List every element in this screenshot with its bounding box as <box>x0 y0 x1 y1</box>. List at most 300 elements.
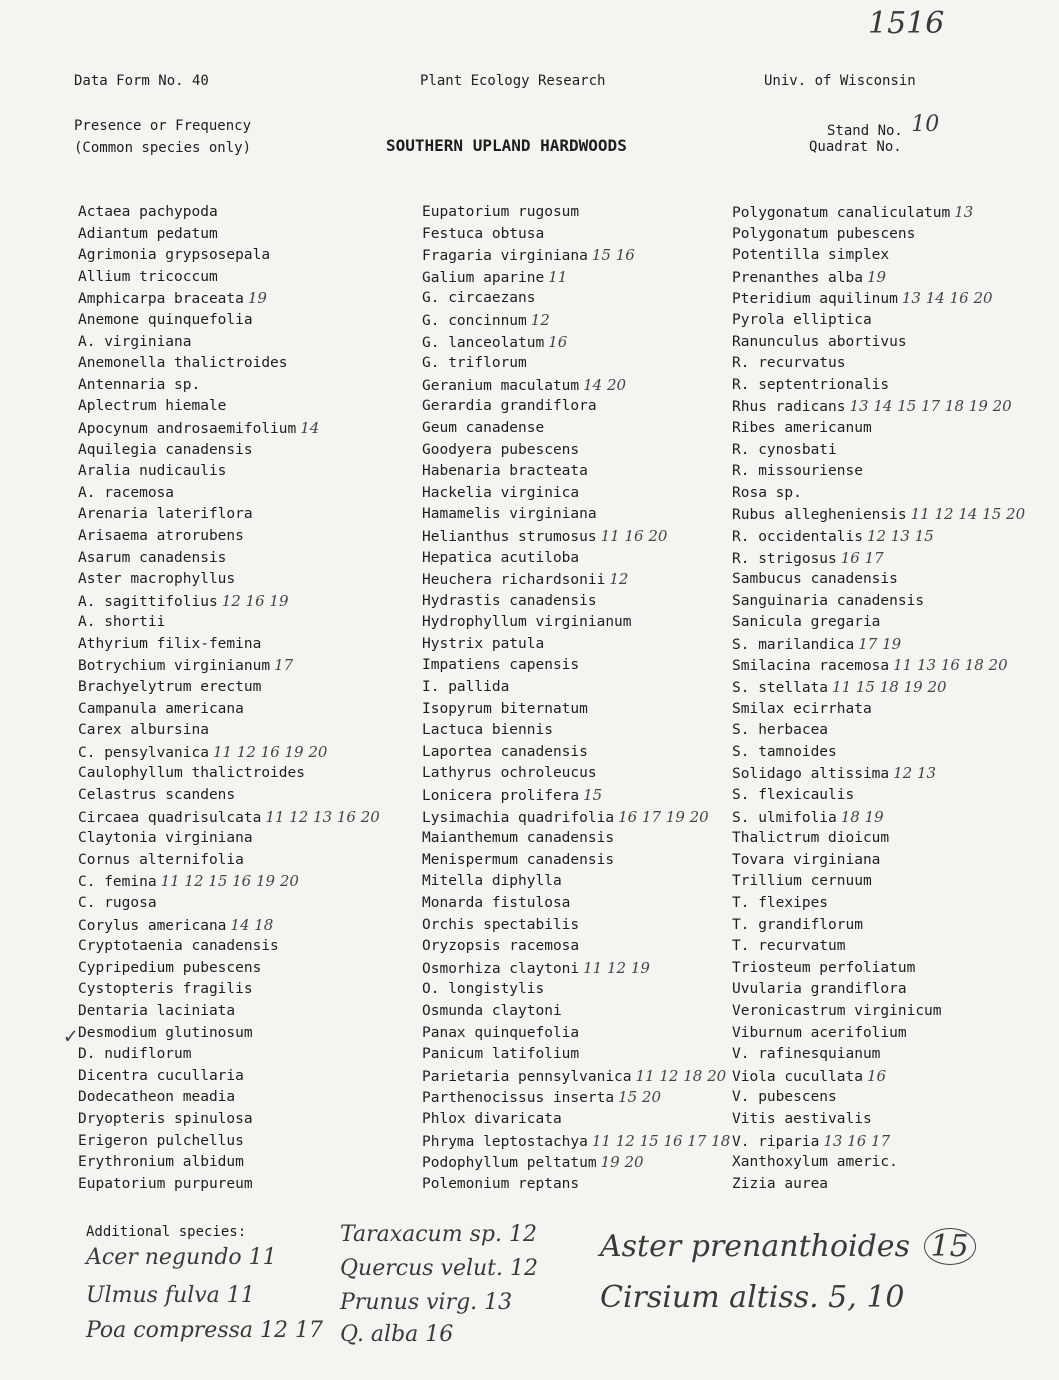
species-row <box>422 310 730 332</box>
species-name: Hepatica acutiloba <box>422 549 580 566</box>
species-row <box>78 569 380 591</box>
species-name: Circaea quadrisulcata <box>78 809 262 826</box>
species-row <box>732 807 1025 829</box>
species-row <box>78 979 380 1001</box>
species-name: Aplectrum hiemale <box>78 398 227 415</box>
species-name: Pteridium aquilinum <box>732 291 898 308</box>
species-row <box>78 915 380 937</box>
additional-left-1: Acer negundo 11 <box>86 1245 277 1270</box>
species-name: Ribes americanum <box>732 419 872 436</box>
species-row <box>732 267 1025 289</box>
species-name: A. virginiana <box>78 333 192 350</box>
species-name: Lactuca biennis <box>422 722 553 739</box>
species-row <box>732 396 1025 418</box>
species-row <box>732 936 1025 958</box>
species-name: Corylus americana <box>78 917 227 934</box>
species-name: Osmorhiza claytoni <box>422 960 580 977</box>
quadrat-numbers: 13 <box>954 203 974 221</box>
species-name: Athyrium filix-femina <box>78 635 262 652</box>
stand-field <box>827 112 940 141</box>
presence-line-1: Presence or Frequency <box>74 118 252 134</box>
quadrat-numbers: 15 16 <box>591 246 635 265</box>
species-name: Potentilla simplex <box>732 247 890 264</box>
page-title: SOUTHERN UPLAND HARDWOODS <box>386 136 627 155</box>
species-name: G. concinnum <box>422 312 527 329</box>
additional-right-2: Cirsium altiss. 5, 10 <box>600 1280 905 1315</box>
quadrat-numbers: 11 12 15 16 19 20 <box>160 872 299 891</box>
species-row <box>78 440 380 462</box>
species-name: Claytonia virginiana <box>78 830 253 847</box>
species-name: Polemonium reptans <box>422 1175 580 1192</box>
species-name: Adiantum pedatum <box>78 225 218 242</box>
species-row <box>422 224 730 246</box>
quadrat-numbers: 12 <box>609 570 629 589</box>
species-name: V. rafinesquianum <box>732 1046 881 1063</box>
species-name: Brachyelytrum erectum <box>78 679 262 696</box>
species-row <box>78 396 380 418</box>
stand-value: 10 <box>911 112 940 137</box>
species-row <box>422 1023 730 1045</box>
species-name: Xanthoxylum americ. <box>732 1154 898 1171</box>
species-name: S. stellata <box>732 680 829 697</box>
quadrat-numbers: 11 12 14 15 20 <box>910 505 1026 524</box>
quadrat-numbers: 16 17 19 20 <box>618 807 709 826</box>
species-name: Rhus radicans <box>732 399 846 416</box>
species-row <box>422 396 730 418</box>
species-row <box>732 720 1025 742</box>
species-row <box>732 569 1025 591</box>
species-row <box>732 526 1025 548</box>
species-name: Hamamelis virginiana <box>422 506 597 523</box>
species-name: Veronicastrum virginicum <box>732 1002 942 1019</box>
additional-middle-4: Q. alba 16 <box>340 1322 454 1347</box>
species-row <box>78 828 380 850</box>
species-row <box>422 245 730 267</box>
additional-left-3: Poa compressa 12 17 <box>86 1318 323 1343</box>
species-row <box>78 871 380 893</box>
species-row <box>422 785 730 807</box>
species-name: Zizia aurea <box>732 1175 829 1192</box>
species-row <box>422 548 730 570</box>
species-row <box>422 1044 730 1066</box>
species-row <box>732 612 1025 634</box>
quadrat-numbers: 12 <box>530 310 550 329</box>
species-name: Rosa sp. <box>732 484 802 501</box>
species-name: A. shortii <box>78 614 166 631</box>
species-row <box>78 1109 380 1131</box>
species-row <box>732 245 1025 267</box>
species-name: Monarda fistulosa <box>422 895 571 911</box>
quadrat-numbers: 19 <box>866 267 887 286</box>
species-name: A. racemosa <box>78 484 175 501</box>
species-row <box>422 569 730 591</box>
species-row <box>422 267 730 289</box>
quadrat-numbers: 11 15 18 19 20 <box>832 678 947 697</box>
species-row <box>422 893 730 915</box>
species-row <box>422 375 730 397</box>
species-name: C. rugosa <box>78 895 157 911</box>
species-name: Rubus allegheniensis <box>732 507 907 524</box>
species-row <box>78 1087 380 1109</box>
species-row <box>732 893 1025 915</box>
species-name: Laportea canadensis <box>422 743 588 760</box>
species-name: Smilacina racemosa <box>732 658 890 675</box>
quadrat-numbers: 13 14 16 20 <box>901 289 993 308</box>
species-name: Solidago altissima <box>732 766 890 783</box>
species-name: Botrychium virginianum <box>78 658 271 675</box>
species-column-left <box>78 202 380 1195</box>
species-name: Apocynum androsaemifolium <box>78 420 297 437</box>
additional-species-label: Additional species: <box>86 1224 247 1240</box>
quadrat-numbers: 16 <box>548 332 568 351</box>
species-name: Geranium maculatum <box>422 377 580 394</box>
species-row <box>732 353 1025 375</box>
species-row <box>732 1109 1025 1131</box>
species-name: Allium tricoccum <box>78 268 218 285</box>
species-name: V. pubescens <box>732 1089 837 1106</box>
species-row <box>78 720 380 742</box>
species-row <box>422 1152 730 1174</box>
quadrat-numbers: 15 20 <box>618 1088 662 1107</box>
species-name: Sambucus canadensis <box>732 571 898 588</box>
species-name: Ranunculus abortivus <box>732 333 907 350</box>
species-name: S. marilandica <box>732 636 855 653</box>
species-name: Podophyllum peltatum <box>422 1155 597 1172</box>
species-row <box>422 418 730 440</box>
species-row <box>422 1001 730 1023</box>
species-row <box>78 1131 380 1153</box>
species-name: Tovara virginiana <box>732 851 881 868</box>
species-row <box>78 1023 380 1045</box>
species-row <box>78 785 380 807</box>
species-name: Helianthus strumosus <box>422 528 597 545</box>
species-row <box>78 202 380 224</box>
species-row <box>422 828 730 850</box>
species-row <box>422 483 730 505</box>
quadrat-numbers: 19 20 <box>600 1153 644 1172</box>
quadrat-numbers: 11 12 16 19 20 <box>212 742 328 761</box>
species-row <box>732 785 1025 807</box>
species-row <box>422 440 730 462</box>
species-row <box>422 332 730 354</box>
species-name: Arenaria lateriflora <box>78 506 253 523</box>
species-name: Isopyrum biternatum <box>422 700 588 717</box>
species-name: Eupatorium rugosum <box>422 204 580 220</box>
species-name: Arisaema atrorubens <box>78 527 244 544</box>
species-name: T. recurvatum <box>732 938 846 955</box>
species-name: Prenanthes alba <box>732 269 863 286</box>
species-row <box>732 1066 1025 1088</box>
species-name: V. riparia <box>732 1133 820 1150</box>
additional-middle-3: Prunus virg. 13 <box>340 1290 513 1315</box>
species-name: Menispermum canadensis <box>422 851 615 868</box>
species-name: Panicum latifolium <box>422 1046 580 1063</box>
quadrat-numbers: 14 <box>300 418 320 437</box>
species-name: Erythronium albidum <box>78 1154 244 1171</box>
species-row <box>732 699 1025 721</box>
species-name: Phlox divaricata <box>422 1110 562 1127</box>
species-row <box>732 915 1025 937</box>
species-name: G. triflorum <box>422 355 527 372</box>
species-row <box>78 850 380 872</box>
quadrat-numbers: 11 <box>548 267 568 286</box>
species-name: Parthenocissus inserta <box>422 1090 615 1107</box>
species-row <box>78 267 380 289</box>
species-row <box>78 1066 380 1088</box>
species-row <box>422 202 730 224</box>
species-row <box>78 655 380 677</box>
species-row <box>732 310 1025 332</box>
species-name: T. flexipes <box>732 895 829 911</box>
species-name: O. longistylis <box>422 981 545 998</box>
species-name: Phryma leptostachya <box>422 1133 588 1150</box>
species-row <box>732 1087 1025 1109</box>
species-name: Vitis aestivalis <box>732 1110 872 1127</box>
species-name: Viola cucullata <box>732 1068 863 1085</box>
species-row <box>78 1044 380 1066</box>
species-row <box>78 461 380 483</box>
species-row <box>78 483 380 505</box>
species-row <box>732 979 1025 1001</box>
species-row <box>78 634 380 656</box>
species-name: Anemone quinquefolia <box>78 311 253 328</box>
species-row <box>732 871 1025 893</box>
species-row <box>732 677 1025 699</box>
species-name: C. pensylvanica <box>78 744 209 761</box>
species-row <box>422 807 730 829</box>
circled-number: 15 <box>924 1228 976 1265</box>
species-name: Cornus alternifolia <box>78 851 244 868</box>
quadrat-numbers: 12 13 <box>893 764 937 783</box>
research-title: Plant Ecology Research <box>420 73 606 89</box>
species-row <box>78 677 380 699</box>
species-row <box>732 958 1025 980</box>
species-name: Hydrophyllum virginianum <box>422 614 632 631</box>
species-row <box>732 224 1025 246</box>
species-name: R. recurvatus <box>732 355 846 372</box>
species-name: Amphicarpa braceata <box>78 291 244 308</box>
species-row <box>422 288 730 310</box>
species-row <box>732 1044 1025 1066</box>
species-name: Caulophyllum thalictroides <box>78 765 305 782</box>
species-name: Impatiens capensis <box>422 657 580 674</box>
species-name: Antennaria sp. <box>78 376 201 393</box>
species-name: Hystrix patula <box>422 635 545 652</box>
quadrat-numbers: 15 <box>583 786 603 805</box>
species-name: Festuca obtusa <box>422 225 545 242</box>
species-name: Sanguinaria canadensis <box>732 592 925 609</box>
species-row <box>732 1174 1025 1196</box>
species-name: Thalictrum dioicum <box>732 830 890 847</box>
species-row <box>422 677 730 699</box>
species-name: Habenaria bracteata <box>422 463 588 480</box>
species-row <box>732 483 1025 505</box>
species-name: Dodecatheon meadia <box>78 1089 236 1106</box>
species-name: Smilax ecirrhata <box>732 700 872 717</box>
species-row <box>422 699 730 721</box>
species-name: Cystopteris fragilis <box>78 981 253 998</box>
species-name: I. pallida <box>422 679 510 696</box>
species-name: Carex albursina <box>78 722 209 739</box>
species-row <box>732 850 1025 872</box>
quadrat-numbers: 11 12 19 <box>583 958 650 977</box>
quadrat-numbers: 11 12 13 16 20 <box>265 807 380 826</box>
species-name: Fragaria virginiana <box>422 248 588 265</box>
species-name: R. cynosbati <box>732 441 837 458</box>
species-row <box>732 202 1025 224</box>
species-name: Cryptotaenia canadensis <box>78 938 279 955</box>
species-name: Hydrastis canadensis <box>422 592 597 609</box>
additional-middle-2: Quercus velut. 12 <box>340 1256 538 1281</box>
species-name: Goodyera pubescens <box>422 441 580 458</box>
species-name: Heuchera richardsonii <box>422 572 606 589</box>
species-row <box>422 1174 730 1196</box>
species-row <box>422 763 730 785</box>
species-row <box>732 440 1025 462</box>
species-name: Agrimonia grypsosepala <box>78 247 271 264</box>
species-name: Desmodium glutinosum <box>78 1024 253 1041</box>
quadrat-numbers: 11 16 20 <box>600 526 668 545</box>
species-row <box>78 504 380 526</box>
species-name: Mitella diphylla <box>422 873 562 890</box>
species-row <box>422 1109 730 1131</box>
species-name: Aster macrophyllus <box>78 571 236 588</box>
species-row <box>78 1174 380 1196</box>
species-name: Triosteum perfoliatum <box>732 959 916 976</box>
species-row <box>422 526 730 548</box>
species-row <box>732 1152 1025 1174</box>
species-row <box>422 591 730 613</box>
species-row <box>78 224 380 246</box>
species-row <box>78 288 380 310</box>
species-row <box>422 936 730 958</box>
species-row <box>732 828 1025 850</box>
university: Univ. of Wisconsin <box>764 73 916 89</box>
species-row <box>732 332 1025 354</box>
species-name: Lathyrus ochroleucus <box>422 765 597 782</box>
species-name: G. circaezans <box>422 290 536 307</box>
species-name: Campanula americana <box>78 700 244 717</box>
species-name: Dentaria laciniata <box>78 1002 236 1019</box>
quadrat-numbers: 13 14 15 17 18 19 20 <box>849 397 1012 416</box>
quadrat-numbers: 11 13 16 18 20 <box>893 656 1008 675</box>
species-row <box>78 936 380 958</box>
species-name: Polygonatum canaliculatum <box>732 205 951 221</box>
species-name: A. sagittifolius <box>78 593 218 610</box>
species-row <box>732 461 1025 483</box>
quadrat-numbers: 16 17 <box>840 548 884 567</box>
species-row <box>78 1001 380 1023</box>
quadrat-numbers: 12 16 19 <box>221 591 289 610</box>
species-row <box>422 1087 730 1109</box>
species-name: Sanicula gregaria <box>732 614 881 631</box>
species-row <box>422 353 730 375</box>
additional-right-1-text: Aster prenanthoides <box>600 1229 910 1264</box>
species-row <box>732 504 1025 526</box>
species-name: S. tamnoides <box>732 743 837 760</box>
quadrat-numbers: 16 <box>866 1066 887 1085</box>
species-row <box>732 288 1025 310</box>
species-name: G. lanceolatum <box>422 334 545 351</box>
species-row <box>422 1066 730 1088</box>
species-row <box>422 612 730 634</box>
species-row <box>422 720 730 742</box>
species-name: Viburnum acerifolium <box>732 1024 907 1041</box>
quadrat-numbers: 18 19 <box>840 807 884 826</box>
species-name: Lysimachia quadrifolia <box>422 809 615 826</box>
quadrat-numbers: 13 16 17 <box>823 1131 891 1150</box>
species-name: Panax quinquefolia <box>422 1024 580 1041</box>
species-name: S. ulmifolia <box>732 809 837 826</box>
species-row <box>732 763 1025 785</box>
species-name: Dryopteris spinulosa <box>78 1110 253 1127</box>
species-name: Actaea pachypoda <box>78 204 218 220</box>
species-name: Hackelia virginica <box>422 484 580 501</box>
species-name: Orchis spectabilis <box>422 916 580 933</box>
species-name: R. septentrionalis <box>732 376 890 393</box>
species-name: Aralia nudicaulis <box>78 463 227 480</box>
species-row <box>732 1001 1025 1023</box>
species-row <box>422 979 730 1001</box>
quadrat-numbers: 11 12 15 16 17 18 <box>591 1131 731 1150</box>
species-row <box>78 310 380 332</box>
species-name: Geum canadense <box>422 419 545 436</box>
quadrat-numbers: 14 18 <box>230 915 274 934</box>
species-row <box>422 915 730 937</box>
check-mark: ✓ <box>64 1024 78 1049</box>
species-row <box>78 807 380 829</box>
stand-label: Stand No. <box>827 123 903 139</box>
species-row <box>78 526 380 548</box>
species-name: Pyrola elliptica <box>732 311 872 328</box>
species-name: Uvularia grandiflora <box>732 981 907 998</box>
species-name: Eupatorium purpureum <box>78 1175 253 1192</box>
species-name: S. flexicaulis <box>732 787 855 804</box>
species-row <box>78 893 380 915</box>
species-row <box>78 332 380 354</box>
species-name: Lonicera prolifera <box>422 788 580 805</box>
species-name: S. herbacea <box>732 722 829 739</box>
species-name: Gerardia grandiflora <box>422 398 597 415</box>
page-number: 1516 <box>868 6 945 41</box>
species-name: D. nudiflorum <box>78 1046 192 1063</box>
presence-line-2: (Common species only) <box>74 140 252 156</box>
species-row <box>732 375 1025 397</box>
species-name: Osmunda claytoni <box>422 1002 562 1019</box>
species-name: R. occidentalis <box>732 528 863 545</box>
species-row <box>732 1131 1025 1153</box>
species-row <box>422 871 730 893</box>
species-name: T. grandiflorum <box>732 916 863 933</box>
additional-right-1 <box>600 1228 976 1265</box>
species-name: R. strigosus <box>732 550 837 567</box>
species-row <box>422 504 730 526</box>
species-row <box>422 1131 730 1153</box>
quadrat-numbers: 17 19 <box>858 634 902 653</box>
species-name: C. femina <box>78 874 157 891</box>
species-name: Asarum canadensis <box>78 549 227 566</box>
species-row <box>422 461 730 483</box>
species-name: Anemonella thalictroides <box>78 355 288 372</box>
species-name: Celastrus scandens <box>78 787 236 804</box>
quadrat-numbers: 12 13 15 <box>866 526 934 545</box>
species-row <box>422 634 730 656</box>
species-row <box>422 742 730 764</box>
species-row <box>732 591 1025 613</box>
species-row <box>732 418 1025 440</box>
species-row <box>732 742 1025 764</box>
species-name: Oryzopsis racemosa <box>422 938 580 955</box>
